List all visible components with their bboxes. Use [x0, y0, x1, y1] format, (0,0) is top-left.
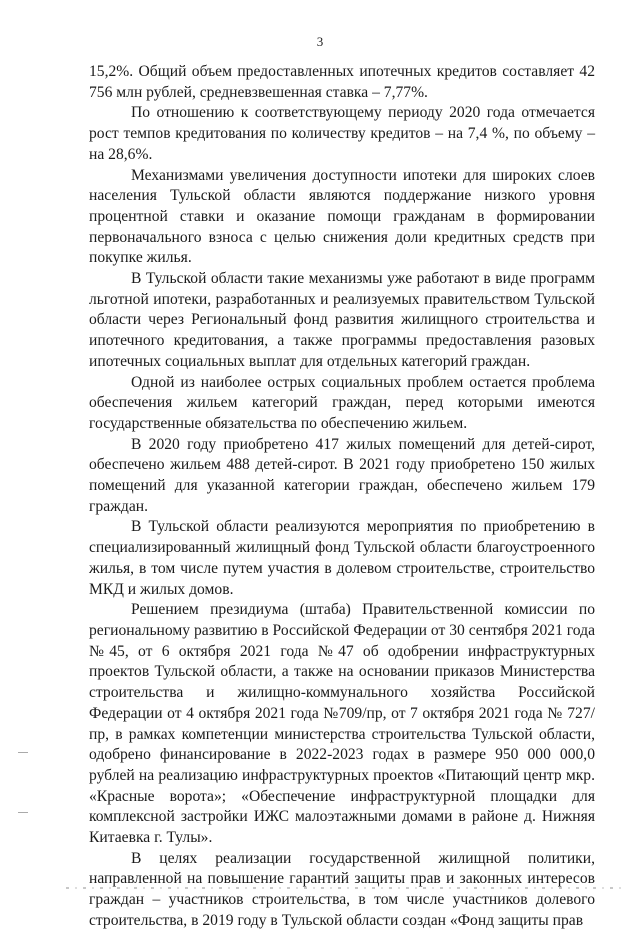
page-number: 3	[316, 34, 324, 49]
paragraph-3: Механизмами увеличения доступности ипотеки для широких слоев населения Тульской области являются поддержание низкого уровня процентной ставки и оказание помощи гражданам в формировании первоначального взноса с целью снижения доли кредитных средств при покупке жилья.	[89, 166, 595, 267]
paragraph-4: В Тульской области такие механизмы уже работают в виде программ льготной ипотеки, разработанных и реализуемых правительством Тульской области через Региональный фонд развития жилищного строительства и ипотечного кредитования, а также программы предоставления разовых ипотечных социальных выплат для отдельных категорий граждан.	[89, 270, 595, 370]
document-body	[89, 62, 595, 932]
paragraph-1: 15,2%. Общий объем предоставленных ипотечных кредитов составляет 42 756 млн рублей, средневзвешенная ставка – 7,77%.	[89, 63, 595, 101]
scan-artifact-line	[66, 887, 626, 889]
paragraph-9: В целях реализации государственной жилищной политики, направленной на повышение гарантий защиты прав и законных интересов граждан – участников строительства, в том числе участников долевого строительства, в 2019 году в Тульской области создан «Фонд защиты прав	[89, 849, 595, 929]
paragraph-2: По отношению к соответствующему периоду 2020 года отмечается рост темпов кредитования по количеству кредитов – на 7,4 %, по объему – на 28,6%.	[89, 104, 595, 163]
scan-margin-mark	[18, 752, 28, 753]
paragraph-5: Одной из наиболее острых социальных проблем остается проблема обеспечения жильем категорий граждан, перед которыми имеются государственные обязательства по обеспечению жильем.	[89, 373, 595, 432]
paragraph-7: В Тульской области реализуются мероприятия по приобретению в специализированный жилищный фонд Тульской области благоустроенного жилья, в том числе путем участия в долевом строительстве, строительство МКД и жилых домов.	[89, 518, 595, 598]
paragraph-6: В 2020 году приобретено 417 жилых помещений для детей-сирот, обеспечено жильем 488 детей-сирот. В 2021 году приобретено 150 жилых помещений для указанной категории граждан, обеспечено жильем 179 граждан.	[89, 435, 595, 515]
paragraph-8: Решением президиума (штаба) Правительственной комиссии по региональному развитию в Российской Федерации от 30 сентября 2021 года №45, от 6 октября 2021 года №47 об одобрении инфраструктурных проектов Тульской области, а также на основании приказов Министерства строительства и жилищно-коммунального хозяйства Российской Федерации от 4 октября 2021 года №709/пр, от 7 октября 2021 года № 727/пр, в рамках компетенции министерства строительства Тульской области, одобрено финансирование в 2022-2023 годах в размере 950 000 000,0 рублей на реализацию инфраструктурных проектов «Питающий центр мкр. «Красные ворота»; «Обеспечение инфраструктурной площадки для комплексной застройки ИЖС малоэтажными домами в районе д. Нижняя Китаевка г. Тулы».	[89, 601, 595, 847]
scan-margin-mark	[18, 812, 28, 813]
